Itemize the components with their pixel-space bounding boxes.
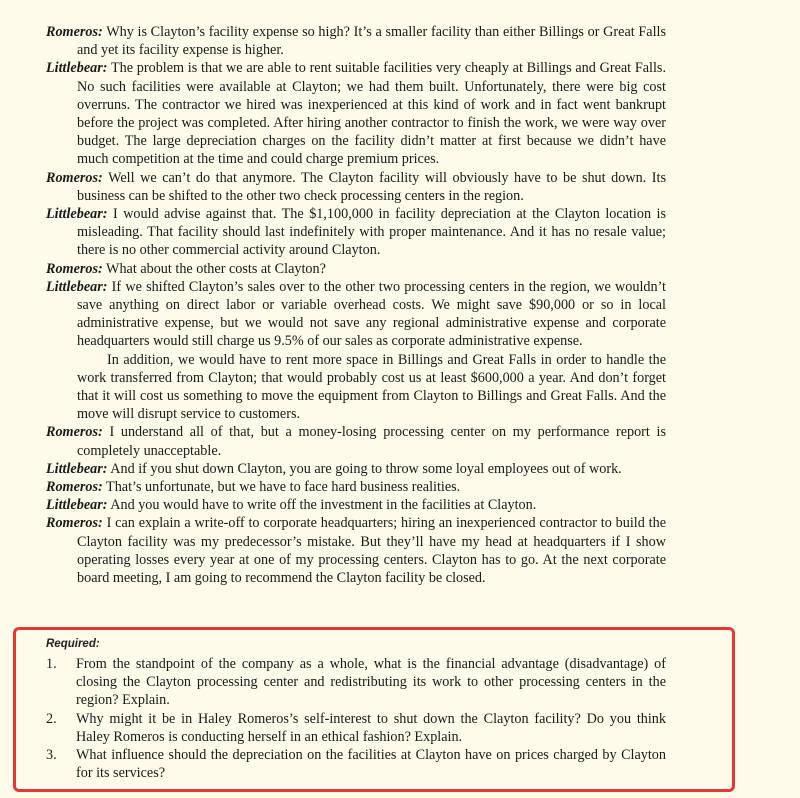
item-number: 2.	[46, 710, 57, 727]
required-item	[46, 710, 666, 746]
dialogue-turn	[46, 205, 666, 260]
turn-text: If we shifted Clayton’s sales over to the other two processing centers in the region, we wouldn’t save anything on direct labor or variable overhead costs. We might save $90,000 or so in local administrative expense, but we would not save any regional administrative expense and corporate headquarters would still charge us 9.5% of our sales as corporate administrative expense.	[77, 278, 666, 350]
dialogue-turn	[46, 423, 666, 459]
speaker-name: Littlebear:	[46, 60, 108, 77]
turn-text-continued: In addition, we would have to rent more space in Billings and Great Falls in order to handle the work transferred from Clayton; that would probably cost us at least $600,000 a year. And don’t forget that it will cost us something to move the equipment from Clayton to Billings and Great Falls. And the move will disrupt service to customers.	[77, 351, 666, 423]
item-number: 3.	[46, 747, 57, 764]
dialogue	[46, 23, 666, 587]
turn-text: Well we can’t do that anymore. The Clayton facility will obviously have to be shut down. Its business can be shifted to the other two check processing centers in the region.	[77, 169, 666, 204]
speaker-name: Romeros:	[46, 424, 103, 441]
turn-text: I understand all of that, but a money-losing processing center on my performance report is completely unacceptable.	[77, 424, 667, 459]
turn-text: I would advise against that. The $1,100,000 in facility depreciation at the Clayton location is misleading. That facility should last indefinitely with proper maintenance. And it has no resale value; there is no other commercial activity around Clayton.	[77, 206, 667, 259]
speaker-name: Romeros:	[46, 260, 103, 277]
turn-text: And if you shut down Clayton, you are going to throw some loyal employees out of work.	[110, 460, 622, 477]
speaker-name: Littlebear:	[46, 278, 108, 295]
speaker-name: Romeros:	[46, 169, 103, 186]
speaker-name: Romeros:	[46, 515, 103, 532]
turn-text: Why is Clayton’s facility expense so high? It’s a smaller facility than either Billings or Great Falls and yet its facility expense is higher.	[77, 24, 666, 59]
dialogue-turn	[46, 260, 666, 278]
dialogue-turn	[46, 496, 666, 514]
speaker-name: Romeros:	[46, 24, 103, 40]
required-heading: Required:	[46, 638, 100, 650]
speaker-name: Littlebear:	[46, 460, 108, 477]
speaker-name: Romeros:	[46, 479, 103, 496]
dialogue-turn	[46, 169, 666, 205]
item-text: Why might it be in Haley Romeros’s self-interest to shut down the Clayton facility? Do you think Haley Romeros is conducting herself in an ethical fashion? Explain.	[76, 710, 666, 745]
required-list	[46, 655, 666, 782]
dialogue-turn	[46, 460, 666, 478]
required-item	[46, 655, 666, 710]
dialogue-turn	[46, 59, 666, 168]
item-number: 1.	[46, 656, 57, 672]
turn-text: The problem is that we are able to rent suitable facilities very cheaply at Billings and Great Falls. No such facilities were available at Clayton; we had them built. Unfortunately, there were big cost overruns. The contractor we hired was inexperienced at this kind of work and in fact went bankrupt before the project was completed. After hiring another contractor to finish the work, we were way over budget. The large depreciation charges on the facility didn’t matter at first because we didn’t have much competition at the time and could charge premium prices.	[77, 60, 666, 168]
dialogue-turn	[46, 23, 666, 59]
turn-text: That’s unfortunate, but we have to face hard business realities.	[106, 479, 461, 496]
required-item	[46, 746, 666, 782]
dialogue-turn	[46, 478, 666, 496]
item-text: From the standpoint of the company as a whole, what is the financial advantage (disadvantage) of closing the Clayton processing center and redistributing its work to other processing centers in the region? Explain.	[76, 656, 666, 709]
turn-text: I can explain a write-off to corporate headquarters; hiring an inexperienced contractor to build the Clayton facility was my predecessor’s mistake. But they’ll have my head at headquarters if I show operating losses every year at one of my processing centers. Clayton has to go. At the next corporate board meeting, I am going to recommend the Clayton facility be closed.	[77, 515, 667, 587]
speaker-name: Littlebear:	[46, 206, 108, 223]
speaker-name: Littlebear:	[46, 497, 108, 514]
dialogue-turn	[46, 278, 666, 424]
turn-text: What about the other costs at Clayton?	[106, 260, 326, 277]
dialogue-turn	[46, 514, 666, 587]
turn-text: And you would have to write off the investment in the facilities at Clayton.	[110, 497, 537, 514]
item-text: What influence should the depreciation on the facilities at Clayton have on prices charged by Clayton for its services?	[76, 747, 666, 782]
